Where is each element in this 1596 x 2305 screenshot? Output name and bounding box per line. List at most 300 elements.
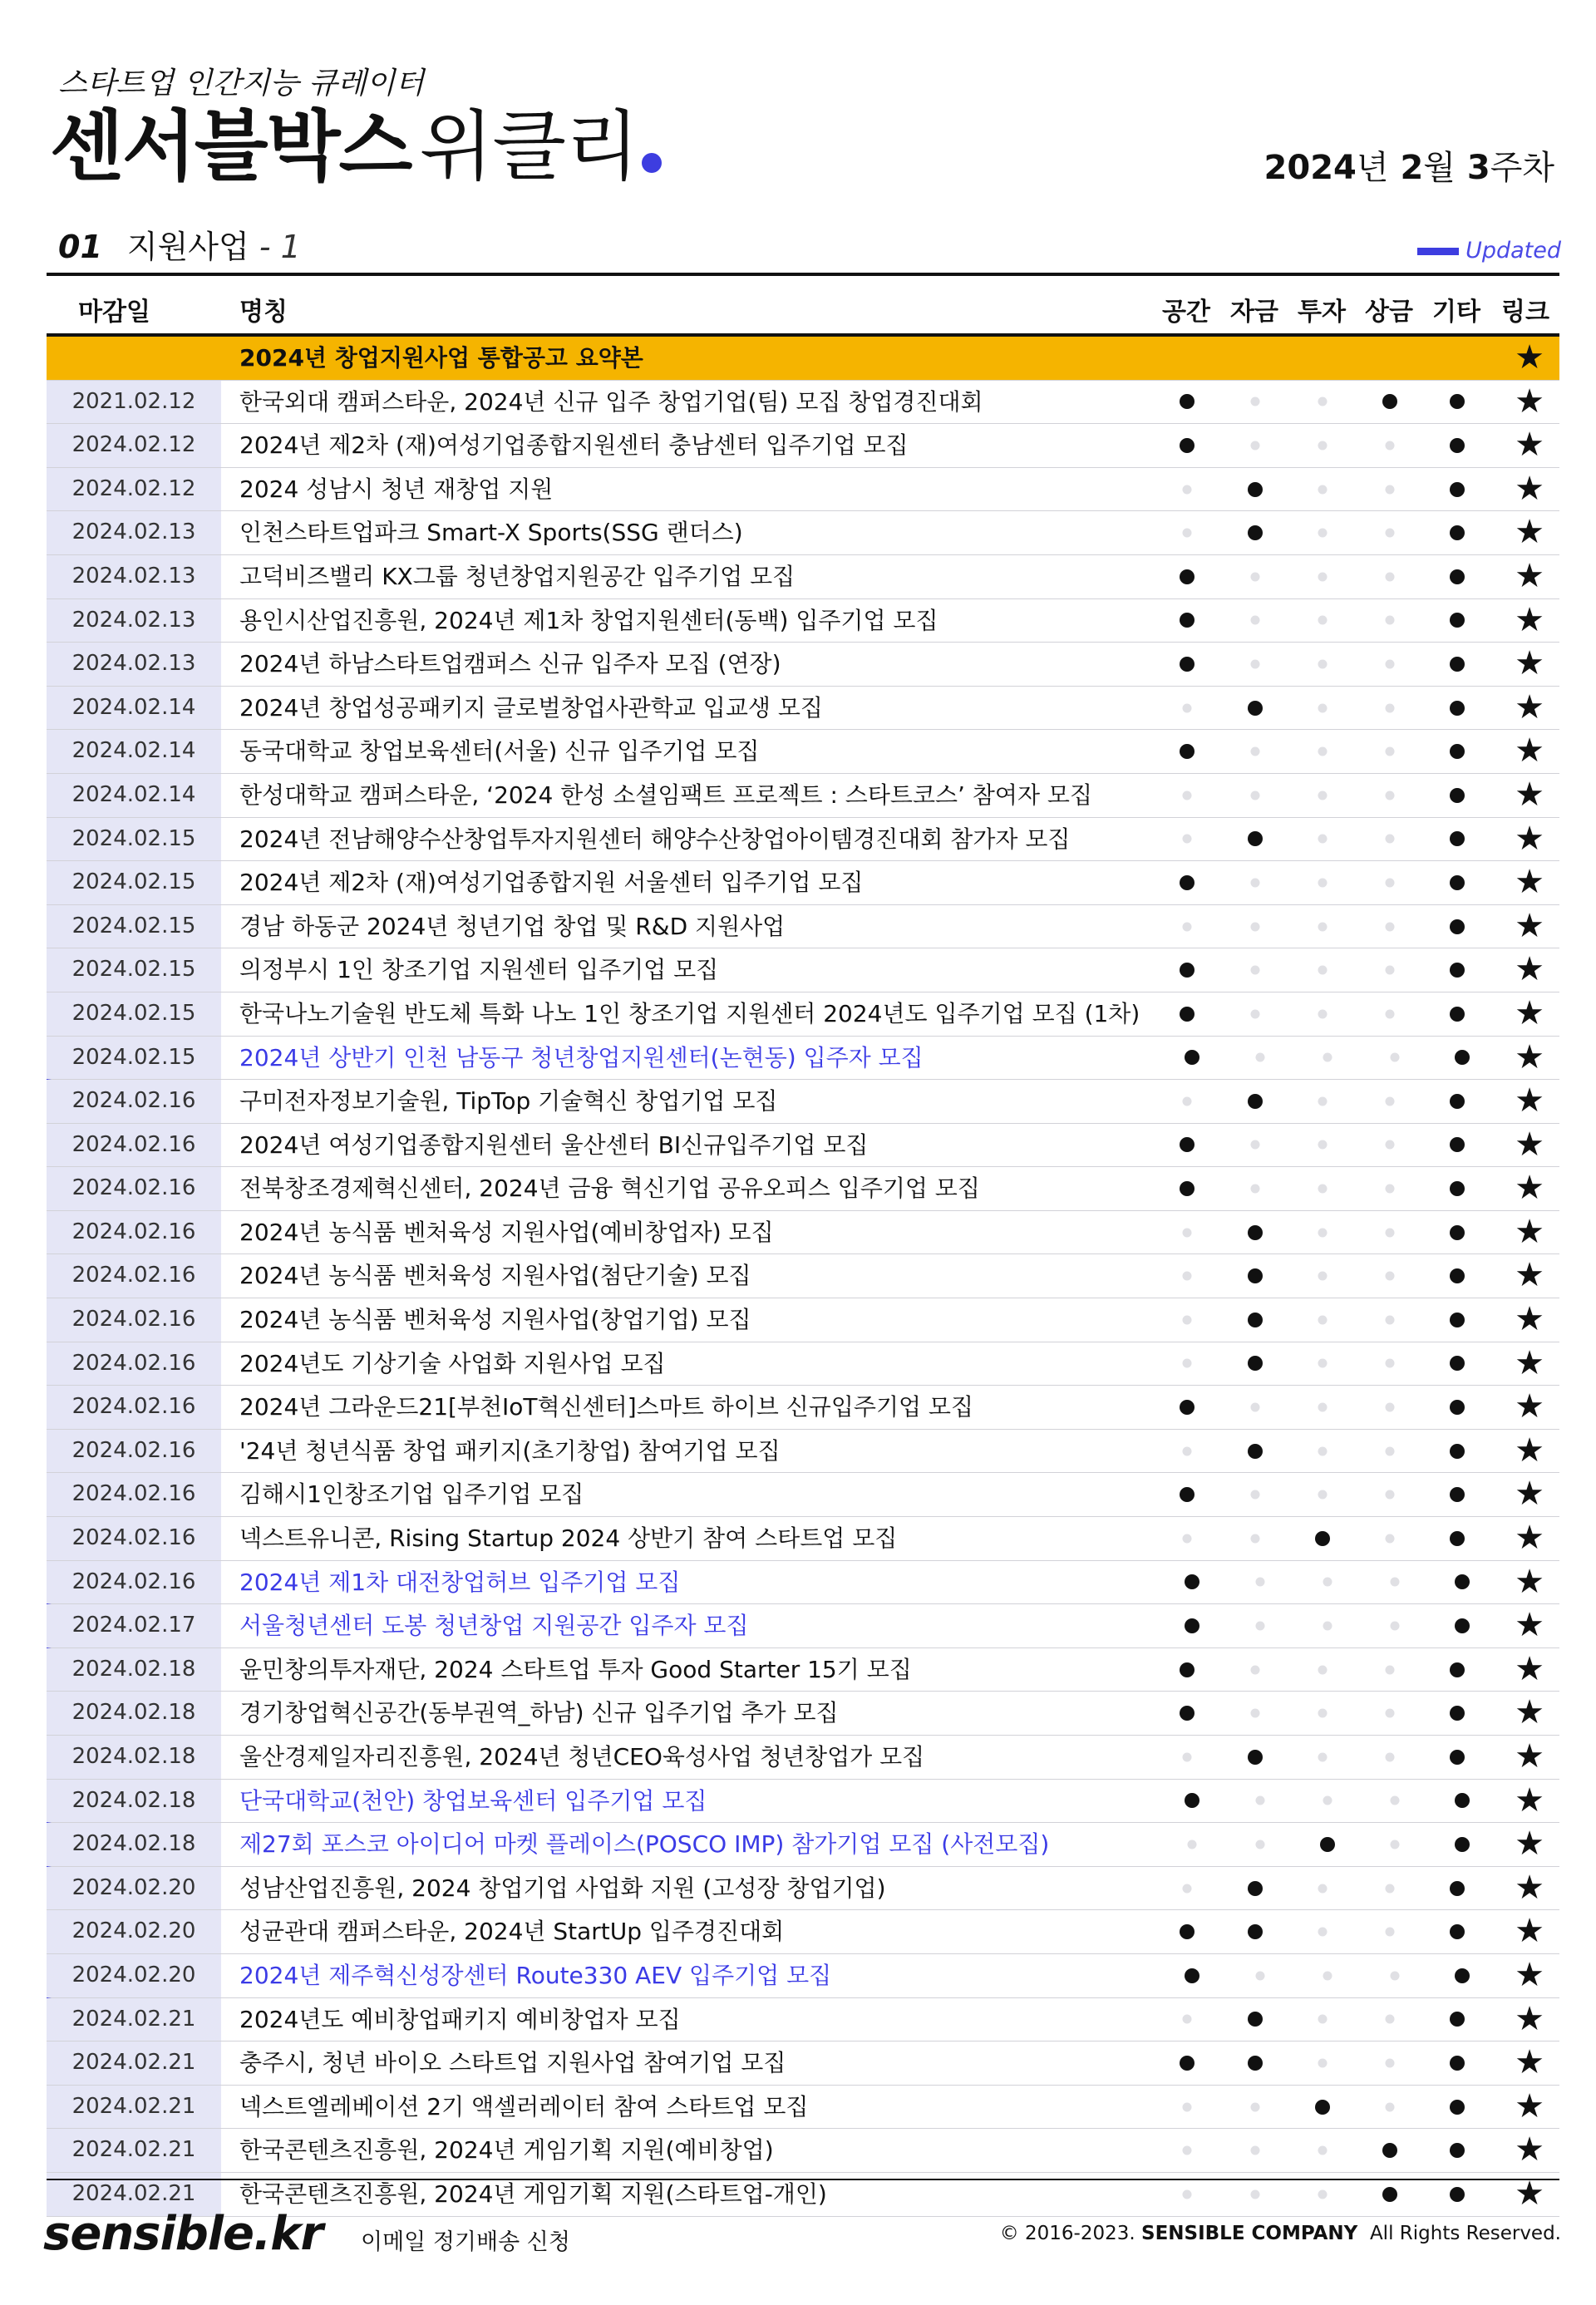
empty-dot-icon bbox=[1256, 1622, 1265, 1631]
empty-dot-icon bbox=[1323, 1053, 1332, 1062]
row-name: 동국대학교 창업보육센터(서울) 신규 입주기업 모집 bbox=[239, 737, 760, 766]
empty-dot-icon bbox=[1318, 1884, 1328, 1893]
empty-dot-icon bbox=[1183, 485, 1192, 494]
row-fund-cell bbox=[1235, 1954, 1285, 1997]
row-deadline: 2024.02.15 bbox=[47, 861, 221, 904]
row-invest-cell bbox=[1298, 2086, 1347, 2129]
star-icon[interactable]: ★ bbox=[1515, 1737, 1544, 1776]
row-etc-cell bbox=[1432, 424, 1482, 467]
filled-dot-icon bbox=[1450, 1881, 1465, 1896]
filled-dot-icon bbox=[1248, 1881, 1263, 1896]
table-row bbox=[47, 2086, 1559, 2130]
row-fund-cell bbox=[1230, 511, 1280, 554]
filled-dot-icon bbox=[1180, 1706, 1195, 1721]
row-prize-cell bbox=[1365, 1517, 1415, 1560]
row-prize-cell bbox=[1365, 1867, 1415, 1910]
row-invest-cell bbox=[1298, 774, 1347, 817]
empty-dot-icon bbox=[1183, 1228, 1192, 1237]
filled-dot-icon bbox=[1450, 438, 1465, 453]
row-space-cell bbox=[1167, 1604, 1217, 1647]
empty-dot-icon bbox=[1251, 2102, 1260, 2111]
star-icon[interactable]: ★ bbox=[1515, 1037, 1544, 1076]
row-etc-cell bbox=[1432, 1692, 1482, 1735]
row-prize-cell bbox=[1365, 1910, 1415, 1953]
row-prize-cell bbox=[1370, 1561, 1420, 1604]
row-invest-cell bbox=[1298, 1692, 1347, 1735]
row-deadline: 2024.02.20 bbox=[47, 1867, 221, 1910]
filled-dot-icon bbox=[1455, 1968, 1470, 1983]
row-fund-cell bbox=[1230, 468, 1280, 511]
empty-dot-icon bbox=[1183, 2015, 1192, 2024]
row-invest-cell bbox=[1298, 1167, 1347, 1210]
row-invest-cell bbox=[1303, 1561, 1352, 1604]
empty-dot-icon bbox=[1251, 922, 1260, 931]
row-name: 단국대학교(천안) 창업보육센터 입주기업 모집 bbox=[239, 1786, 707, 1815]
filled-dot-icon bbox=[1450, 569, 1465, 584]
row-deadline: 2024.02.20 bbox=[47, 1954, 221, 1997]
row-space-cell bbox=[1162, 774, 1212, 817]
filled-dot-icon bbox=[1180, 1181, 1195, 1196]
row-etc-cell bbox=[1432, 555, 1482, 598]
empty-dot-icon bbox=[1318, 1709, 1328, 1718]
star-icon[interactable]: ★ bbox=[1515, 513, 1544, 552]
star-icon[interactable]: ★ bbox=[1515, 426, 1544, 465]
row-invest-cell bbox=[1298, 1430, 1347, 1473]
star-icon[interactable]: ★ bbox=[1515, 1912, 1544, 1951]
empty-dot-icon bbox=[1386, 1884, 1395, 1893]
row-name: 2024년 그라운드21[부천IoT혁신센터]스마트 하이브 신규입주기업 모집 bbox=[239, 1393, 974, 1421]
star-icon[interactable]: ★ bbox=[1515, 993, 1544, 1032]
header-subtitle: 스타트업 인간지능 큐레이터 bbox=[58, 66, 425, 101]
filled-dot-icon bbox=[1455, 1793, 1470, 1808]
row-name: 2024년 농식품 벤처육성 지원사업(첨단기술) 모집 bbox=[239, 1262, 751, 1290]
filled-dot-icon bbox=[1450, 875, 1465, 890]
star-icon[interactable]: ★ bbox=[1515, 2130, 1544, 2170]
star-icon[interactable]: ★ bbox=[1515, 1693, 1544, 1732]
row-fund-cell bbox=[1230, 1692, 1280, 1735]
row-space-cell bbox=[1162, 1342, 1212, 1386]
star-icon[interactable]: ★ bbox=[1515, 469, 1544, 508]
row-deadline: 2024.02.13 bbox=[47, 643, 221, 686]
empty-dot-icon bbox=[1391, 1840, 1400, 1849]
row-invest-cell bbox=[1298, 1386, 1347, 1429]
row-prize-cell bbox=[1365, 1692, 1415, 1735]
row-deadline: 2024.02.16 bbox=[47, 1342, 221, 1386]
filled-dot-icon bbox=[1450, 788, 1465, 803]
row-invest-cell bbox=[1298, 643, 1347, 686]
row-prize-cell bbox=[1365, 818, 1415, 861]
filled-dot-icon bbox=[1450, 2143, 1465, 2158]
row-prize-cell bbox=[1365, 643, 1415, 686]
star-icon[interactable]: ★ bbox=[1515, 338, 1544, 377]
filled-dot-icon bbox=[1185, 1618, 1199, 1633]
row-space-cell bbox=[1162, 1386, 1212, 1429]
table-row bbox=[47, 1167, 1559, 1211]
row-etc-cell bbox=[1432, 381, 1482, 424]
star-icon[interactable]: ★ bbox=[1515, 1780, 1544, 1820]
star-icon[interactable]: ★ bbox=[1515, 1868, 1544, 1907]
star-icon[interactable]: ★ bbox=[1515, 382, 1544, 421]
row-deadline: 2024.02.18 bbox=[47, 1736, 221, 1779]
row-deadline: 2024.02.13 bbox=[47, 599, 221, 643]
week-year: 2024 bbox=[1264, 149, 1357, 187]
row-deadline: 2024.02.21 bbox=[47, 1998, 221, 2042]
row-etc-cell bbox=[1432, 1998, 1482, 2042]
filled-dot-icon bbox=[1320, 1837, 1335, 1852]
empty-dot-icon bbox=[1256, 1840, 1265, 1849]
row-prize-cell bbox=[1370, 1780, 1420, 1823]
row-deadline: 2024.02.15 bbox=[47, 818, 221, 861]
table-row bbox=[47, 1561, 1559, 1605]
row-etc-cell bbox=[1437, 1037, 1487, 1080]
empty-dot-icon bbox=[1256, 1796, 1265, 1805]
star-icon[interactable]: ★ bbox=[1515, 600, 1544, 639]
filled-dot-icon bbox=[1180, 1662, 1195, 1677]
row-etc-cell bbox=[1437, 1954, 1487, 1997]
star-icon[interactable]: ★ bbox=[1515, 1649, 1544, 1688]
brand-bold: 센서블박스 bbox=[50, 102, 411, 191]
empty-dot-icon bbox=[1251, 1403, 1260, 1412]
row-name: '24년 청년식품 창업 패키지(초기창업) 참여기업 모집 bbox=[239, 1436, 781, 1465]
row-space-cell bbox=[1162, 1648, 1212, 1692]
empty-dot-icon bbox=[1183, 1272, 1192, 1281]
row-fund-cell bbox=[1230, 643, 1280, 686]
star-icon[interactable]: ★ bbox=[1515, 906, 1544, 945]
star-icon[interactable]: ★ bbox=[1515, 863, 1544, 902]
row-etc-cell bbox=[1432, 818, 1482, 861]
section-number: 01 bbox=[58, 229, 102, 265]
row-invest-cell bbox=[1298, 948, 1347, 992]
table-row bbox=[47, 1736, 1559, 1780]
star-icon[interactable]: ★ bbox=[1515, 1955, 1544, 1994]
row-name: 윤민창의투자재단, 2024 스타트업 투자 Good Starter 15기 모집 bbox=[239, 1655, 912, 1683]
row-fund-cell bbox=[1230, 1430, 1280, 1473]
empty-dot-icon bbox=[1251, 1709, 1260, 1718]
row-name: 2024년 제1차 대전창업허브 입주기업 모집 bbox=[239, 1568, 681, 1596]
table-row bbox=[47, 1823, 1559, 1867]
row-prize-cell bbox=[1365, 1473, 1415, 1516]
row-invest-cell bbox=[1298, 818, 1347, 861]
star-icon[interactable]: ★ bbox=[1515, 1125, 1544, 1164]
filled-dot-icon bbox=[1382, 2187, 1397, 2202]
empty-dot-icon bbox=[1386, 659, 1395, 668]
row-deadline: 2024.02.17 bbox=[47, 1604, 221, 1647]
row-fund-cell bbox=[1230, 905, 1280, 948]
table-row bbox=[47, 1954, 1559, 1998]
filled-dot-icon bbox=[1450, 831, 1465, 846]
empty-dot-icon bbox=[1386, 878, 1395, 887]
row-fund-cell bbox=[1235, 1823, 1285, 1866]
row-prize-cell bbox=[1365, 555, 1415, 598]
row-invest-cell bbox=[1298, 1517, 1347, 1560]
row-prize-cell bbox=[1370, 1604, 1420, 1647]
row-name: 한국콘텐츠진흥원, 2024년 게임기획 지원(예비창업) bbox=[239, 2136, 774, 2165]
row-name: 한국나노기술원 반도체 특화 나노 1인 창조기업 지원센터 2024년도 입주기업 모집 (1차) bbox=[239, 999, 1140, 1027]
row-etc-cell bbox=[1432, 861, 1482, 904]
row-deadline: 2024.02.16 bbox=[47, 1386, 221, 1429]
row-deadline: 2024.02.14 bbox=[47, 687, 221, 730]
row-invest-cell bbox=[1298, 2042, 1347, 2085]
row-prize-cell bbox=[1365, 2042, 1415, 2085]
row-name: 2024년 제주혁신성장센터 Route330 AEV 입주기업 모집 bbox=[239, 1961, 832, 1989]
empty-dot-icon bbox=[1386, 747, 1395, 756]
empty-dot-icon bbox=[1386, 2015, 1395, 2024]
star-icon[interactable]: ★ bbox=[1515, 687, 1544, 726]
star-icon[interactable]: ★ bbox=[1515, 775, 1544, 814]
row-fund-cell bbox=[1230, 1211, 1280, 1254]
empty-dot-icon bbox=[1318, 1185, 1328, 1194]
empty-dot-icon bbox=[1183, 835, 1192, 844]
row-deadline: 2024.02.21 bbox=[47, 2042, 221, 2085]
filled-dot-icon bbox=[1450, 657, 1465, 672]
row-etc-cell bbox=[1432, 511, 1482, 554]
empty-dot-icon bbox=[1251, 1490, 1260, 1500]
filled-dot-icon bbox=[1450, 2100, 1465, 2115]
row-prize-cell bbox=[1365, 861, 1415, 904]
empty-dot-icon bbox=[1183, 1446, 1192, 1455]
star-icon[interactable]: ★ bbox=[1515, 819, 1544, 858]
row-etc-cell bbox=[1432, 1342, 1482, 1386]
row-name: 구미전자정보기술원, TipTop 기술혁신 창업기업 모집 bbox=[239, 1087, 778, 1116]
filled-dot-icon bbox=[1450, 394, 1465, 409]
filled-dot-icon bbox=[1450, 919, 1465, 934]
row-space-cell bbox=[1162, 468, 1212, 511]
filled-dot-icon bbox=[1450, 1531, 1465, 1546]
star-icon[interactable]: ★ bbox=[1515, 950, 1544, 989]
row-space-cell bbox=[1167, 1954, 1217, 1997]
row-invest-cell bbox=[1298, 1254, 1347, 1298]
row-etc-cell bbox=[1432, 1517, 1482, 1560]
filled-dot-icon bbox=[1450, 525, 1465, 540]
col-deadline: 마감일 bbox=[78, 298, 150, 327]
star-icon[interactable]: ★ bbox=[1515, 1212, 1544, 1251]
table-row bbox=[47, 818, 1559, 862]
table-row bbox=[47, 599, 1559, 643]
row-prize-cell bbox=[1365, 381, 1415, 424]
star-icon[interactable]: ★ bbox=[1515, 1562, 1544, 1601]
row-prize-cell bbox=[1365, 599, 1415, 643]
filled-dot-icon bbox=[1180, 613, 1195, 628]
table-row bbox=[47, 1604, 1559, 1648]
empty-dot-icon bbox=[1318, 922, 1328, 931]
table-row bbox=[47, 1386, 1559, 1430]
row-space-cell bbox=[1167, 1561, 1217, 1604]
star-icon[interactable]: ★ bbox=[1515, 2043, 1544, 2082]
row-prize-cell bbox=[1365, 687, 1415, 730]
row-fund-cell bbox=[1230, 948, 1280, 992]
row-invest-cell bbox=[1298, 992, 1347, 1036]
row-invest-cell bbox=[1298, 861, 1347, 904]
row-etc-cell bbox=[1432, 1910, 1482, 1953]
star-icon[interactable]: ★ bbox=[1515, 1825, 1544, 1864]
filled-dot-icon bbox=[1455, 1618, 1470, 1633]
filled-dot-icon bbox=[1248, 1094, 1263, 1109]
empty-dot-icon bbox=[1386, 1096, 1395, 1106]
star-icon[interactable]: ★ bbox=[1515, 1475, 1544, 1514]
empty-dot-icon bbox=[1386, 485, 1395, 494]
updated-legend-swatch bbox=[1417, 248, 1459, 255]
row-deadline: 2024.02.18 bbox=[47, 1823, 221, 1866]
row-deadline: 2024.02.16 bbox=[47, 1430, 221, 1473]
star-icon[interactable]: ★ bbox=[1515, 2174, 1544, 2213]
empty-dot-icon bbox=[1251, 572, 1260, 581]
row-fund-cell bbox=[1230, 2086, 1280, 2129]
row-fund-cell bbox=[1230, 1386, 1280, 1429]
summary-row bbox=[47, 337, 1559, 381]
row-deadline: 2024.02.12 bbox=[47, 468, 221, 511]
filled-dot-icon bbox=[1248, 1268, 1263, 1283]
star-icon[interactable]: ★ bbox=[1515, 644, 1544, 683]
star-icon[interactable]: ★ bbox=[1515, 1999, 1544, 2038]
row-etc-cell bbox=[1432, 905, 1482, 948]
filled-dot-icon bbox=[1180, 657, 1195, 672]
empty-dot-icon bbox=[1318, 747, 1328, 756]
row-space-cell bbox=[1162, 730, 1212, 773]
row-space-cell bbox=[1162, 1867, 1212, 1910]
row-name: 경기창업혁신공간(동부권역_하남) 신규 입주기업 추가 모집 bbox=[239, 1699, 839, 1727]
table-row bbox=[47, 730, 1559, 774]
row-name: 2024년 농식품 벤처육성 지원사업(예비창업자) 모집 bbox=[239, 1218, 774, 1246]
row-prize-cell bbox=[1365, 1648, 1415, 1692]
star-icon[interactable]: ★ bbox=[1515, 1081, 1544, 1120]
row-space-cell bbox=[1162, 2129, 1212, 2172]
row-space-cell bbox=[1162, 599, 1212, 643]
row-prize-cell bbox=[1365, 1080, 1415, 1123]
empty-dot-icon bbox=[1318, 1446, 1328, 1455]
star-icon[interactable]: ★ bbox=[1515, 1431, 1544, 1470]
empty-dot-icon bbox=[1318, 1228, 1328, 1237]
row-prize-cell bbox=[1365, 511, 1415, 554]
empty-dot-icon bbox=[1251, 1534, 1260, 1543]
row-invest-cell bbox=[1298, 687, 1347, 730]
empty-dot-icon bbox=[1386, 2102, 1395, 2111]
row-space-cell bbox=[1162, 1517, 1212, 1560]
row-fund-cell bbox=[1230, 1254, 1280, 1298]
row-invest-cell bbox=[1303, 1780, 1352, 1823]
star-icon[interactable]: ★ bbox=[1515, 1256, 1544, 1295]
updated-legend bbox=[1417, 238, 1561, 263]
row-fund-cell bbox=[1235, 1604, 1285, 1647]
empty-dot-icon bbox=[1251, 616, 1260, 625]
empty-dot-icon bbox=[1391, 1053, 1400, 1062]
empty-dot-icon bbox=[1183, 1359, 1192, 1368]
empty-dot-icon bbox=[1183, 790, 1192, 800]
empty-dot-icon bbox=[1386, 1665, 1395, 1674]
row-prize-cell bbox=[1365, 992, 1415, 1036]
row-fund-cell bbox=[1230, 381, 1280, 424]
row-name: 인천스타트업파크 Smart-X Sports(SSG 랜더스) bbox=[239, 519, 743, 547]
empty-dot-icon bbox=[1183, 2146, 1192, 2155]
row-deadline: 2024.02.16 bbox=[47, 1561, 221, 1604]
subscribe-link[interactable]: 이메일 정기배송 신청 bbox=[361, 2229, 570, 2255]
filled-dot-icon bbox=[1248, 2056, 1263, 2071]
empty-dot-icon bbox=[1391, 1578, 1400, 1587]
row-deadline: 2024.02.18 bbox=[47, 1648, 221, 1692]
row-fund-cell bbox=[1230, 2042, 1280, 2085]
empty-dot-icon bbox=[1183, 529, 1192, 538]
star-icon[interactable]: ★ bbox=[1515, 1387, 1544, 1426]
summary-name: 2024년 창업지원사업 통합공고 요약본 bbox=[239, 344, 643, 372]
empty-dot-icon bbox=[1318, 1490, 1328, 1500]
filled-dot-icon bbox=[1450, 1094, 1465, 1109]
row-invest-cell bbox=[1298, 1998, 1347, 2042]
copyright: © 2016-2023. SENSIBLE COMPANY All Rights Reserved. bbox=[999, 2223, 1561, 2244]
row-etc-cell bbox=[1432, 643, 1482, 686]
star-icon[interactable]: ★ bbox=[1515, 1519, 1544, 1558]
row-name: 전북창조경제혁신센터, 2024년 금융 혁신기업 공유오피스 입주기업 모집 bbox=[239, 1175, 980, 1203]
empty-dot-icon bbox=[1251, 966, 1260, 975]
star-icon[interactable]: ★ bbox=[1515, 731, 1544, 771]
filled-dot-icon bbox=[1450, 1181, 1465, 1196]
empty-dot-icon bbox=[1386, 2058, 1395, 2067]
filled-dot-icon bbox=[1450, 1268, 1465, 1283]
row-fund-cell bbox=[1230, 424, 1280, 467]
row-space-cell bbox=[1162, 992, 1212, 1036]
filled-dot-icon bbox=[1455, 1574, 1470, 1589]
row-invest-cell bbox=[1298, 1124, 1347, 1167]
row-space-cell bbox=[1167, 1823, 1217, 1866]
col-name: 명칭 bbox=[239, 298, 288, 327]
row-prize-cell bbox=[1365, 1167, 1415, 1210]
row-deadline: 2024.02.14 bbox=[47, 730, 221, 773]
program-table bbox=[47, 273, 1559, 2217]
row-name: 2024년 하남스타트업캠퍼스 신규 입주자 모집 (연장) bbox=[239, 650, 781, 678]
star-icon[interactable]: ★ bbox=[1515, 1300, 1544, 1339]
row-etc-cell bbox=[1432, 730, 1482, 773]
empty-dot-icon bbox=[1318, 485, 1328, 494]
filled-dot-icon bbox=[1248, 2012, 1263, 2027]
filled-dot-icon bbox=[1450, 1444, 1465, 1459]
star-icon[interactable]: ★ bbox=[1515, 1343, 1544, 1382]
row-prize-cell bbox=[1365, 2129, 1415, 2172]
footer-brand[interactable]: sensible.kr bbox=[43, 2207, 323, 2261]
empty-dot-icon bbox=[1386, 966, 1395, 975]
row-invest-cell bbox=[1298, 1342, 1347, 1386]
filled-dot-icon bbox=[1455, 1050, 1470, 1065]
row-prize-cell bbox=[1365, 905, 1415, 948]
row-prize-cell bbox=[1365, 948, 1415, 992]
row-prize-cell bbox=[1365, 1254, 1415, 1298]
empty-dot-icon bbox=[1251, 878, 1260, 887]
filled-dot-icon bbox=[1450, 482, 1465, 497]
table-row bbox=[47, 1867, 1559, 1911]
star-icon[interactable]: ★ bbox=[1515, 1169, 1544, 1208]
empty-dot-icon bbox=[1386, 1534, 1395, 1543]
row-name: 2024년 제2차 (재)여성기업종합지원센터 충남센터 입주기업 모집 bbox=[239, 431, 909, 460]
star-icon[interactable]: ★ bbox=[1515, 1606, 1544, 1645]
filled-dot-icon bbox=[1248, 1750, 1263, 1765]
row-fund-cell bbox=[1230, 1736, 1280, 1779]
row-deadline: 2024.02.21 bbox=[47, 2129, 221, 2172]
row-invest-cell bbox=[1298, 1867, 1347, 1910]
row-space-cell bbox=[1167, 1037, 1217, 1080]
empty-dot-icon bbox=[1391, 1622, 1400, 1631]
table-header bbox=[47, 273, 1559, 337]
row-prize-cell bbox=[1365, 1124, 1415, 1167]
empty-dot-icon bbox=[1251, 2146, 1260, 2155]
filled-dot-icon bbox=[1180, 1007, 1195, 1022]
empty-dot-icon bbox=[1256, 1578, 1265, 1587]
star-icon[interactable]: ★ bbox=[1515, 2086, 1544, 2125]
table-row bbox=[47, 1211, 1559, 1255]
empty-dot-icon bbox=[1251, 2189, 1260, 2199]
filled-dot-icon bbox=[1248, 482, 1263, 497]
filled-dot-icon bbox=[1180, 1487, 1195, 1502]
star-icon[interactable]: ★ bbox=[1515, 556, 1544, 595]
row-deadline: 2024.02.13 bbox=[47, 555, 221, 598]
row-space-cell bbox=[1162, 1998, 1212, 2042]
row-deadline: 2024.02.18 bbox=[47, 1692, 221, 1735]
